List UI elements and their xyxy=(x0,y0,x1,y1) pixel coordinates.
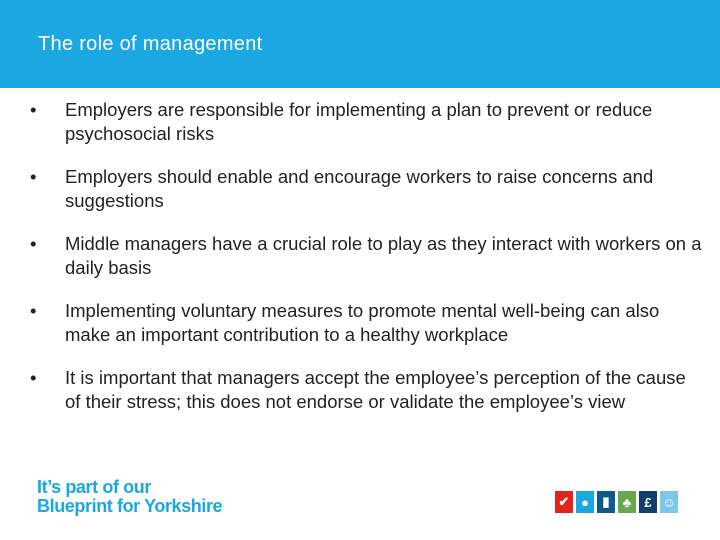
bullet-item xyxy=(26,366,706,414)
water-drop-icon: ● xyxy=(576,491,594,513)
blueprint-logo xyxy=(37,478,222,516)
bullet-marker: • xyxy=(30,166,37,187)
slide-title: The role of management xyxy=(38,33,263,55)
bullet-item xyxy=(26,165,706,213)
tagline-line-1: It’s part of our xyxy=(37,477,151,497)
person-icon: ☺ xyxy=(660,491,678,513)
tagline-line-2: Blueprint for Yorkshire xyxy=(37,496,223,516)
bullet-marker: • xyxy=(30,300,37,321)
bullet-marker: • xyxy=(30,99,37,120)
bullet-item xyxy=(26,299,706,347)
bullet-text: Middle managers have a crucial role to play as they interact with workers on a daily basis xyxy=(65,233,702,278)
bullet-text: It is important that managers accept the employee’s perception of the cause of their stress; this does not endorse or validate the employee’s view xyxy=(65,367,686,412)
pound-icon: £ xyxy=(639,491,657,513)
bullet-list xyxy=(26,98,706,433)
check-icon: ✔ xyxy=(555,491,573,513)
bullet-text: Employers should enable and encourage workers to raise concerns and suggestions xyxy=(65,166,654,211)
bullet-marker: • xyxy=(30,367,37,388)
header-bar xyxy=(0,0,720,88)
footer-icon-strip xyxy=(555,491,678,513)
bullet-item xyxy=(26,98,706,146)
bullet-item xyxy=(26,232,706,280)
bin-icon: ▮ xyxy=(597,491,615,513)
leaf-icon: ♣ xyxy=(618,491,636,513)
bullet-text: Employers are responsible for implementing a plan to prevent or reduce psychosocial risks xyxy=(65,99,653,144)
bullet-text: Implementing voluntary measures to promote mental well-being can also make an important contribution to a healthy workplace xyxy=(65,300,660,345)
bullet-marker: • xyxy=(30,233,37,254)
